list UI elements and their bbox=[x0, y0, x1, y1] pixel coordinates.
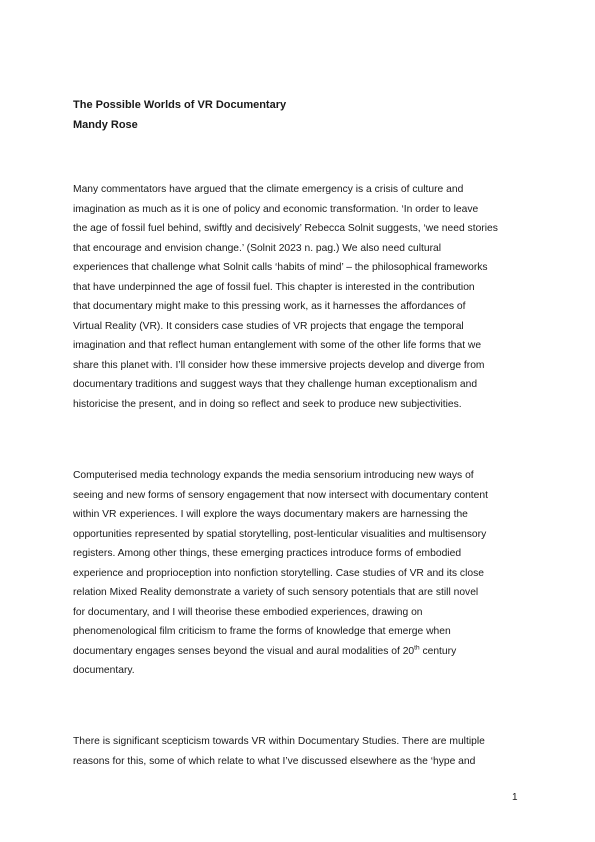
text-line: experiences that challenge what Solnit calls ‘habits of mind’ – the philosophical frameworks bbox=[73, 262, 488, 273]
text-line: phenomenological film criticism to frame the forms of knowledge that emerge when bbox=[73, 626, 451, 637]
document-title: The Possible Worlds of VR Documentary bbox=[73, 99, 287, 111]
text-fragment: century bbox=[419, 645, 457, 657]
text-line: There is significant scepticism towards VR within Documentary Studies. There are multiple bbox=[73, 736, 485, 747]
text-line bbox=[73, 642, 533, 662]
text-line: share this planet with. I’ll consider how these immersive projects develop and diverge from bbox=[73, 359, 485, 371]
text-line: registers. Among other things, these emerging practices introduce forms of embodied bbox=[73, 548, 462, 559]
text-line: historicise the present, and in doing so reflect and seek to produce new subjectivities. bbox=[73, 398, 462, 410]
text-line: opportunities represented by spatial storytelling, post-lenticular visualities and multisensory bbox=[73, 528, 487, 540]
text-line: seeing and new forms of sensory engagement that now intersect with documentary content bbox=[73, 489, 488, 501]
text-line: reasons for this, some of which relate to what I’ve discussed elsewhere as the ‘hype and bbox=[73, 755, 476, 767]
text-line: documentary traditions and suggest ways that they challenge human exceptionalism and bbox=[73, 379, 478, 390]
text-line: relation Mixed Reality demonstrate a variety of such sensory potentials that are still novel bbox=[73, 587, 479, 598]
text-line: imagination as much as it is one of policy and economic transformation. ‘In order to leave bbox=[73, 203, 479, 215]
page-number: 1 bbox=[512, 792, 518, 803]
text-line: within VR experiences. I will explore the ways documentary makers are harnessing the bbox=[73, 509, 468, 520]
text-line: the age of fossil fuel behind, swiftly and decisively’ Rebecca Solnit suggests, ‘we need stories bbox=[73, 223, 498, 234]
paragraph-1 bbox=[73, 180, 533, 414]
text-fragment: documentary engages senses beyond the visual and aural modalities of 20 bbox=[73, 645, 415, 657]
paragraph-3 bbox=[73, 732, 533, 771]
text-line: experience and proprioception into nonfiction storytelling. Case studies of VR and its close bbox=[73, 567, 484, 579]
paragraph-2 bbox=[73, 466, 533, 681]
superscript-ordinal: th bbox=[414, 644, 420, 652]
text-line: that encourage and envision change.’ (Solnit 2023 n. pag.) We also need cultural bbox=[73, 242, 442, 254]
text-line: imagination and that reflect human entanglement with some of the other life forms that we bbox=[73, 340, 482, 351]
text-line: for documentary, and I will theorise these embodied experiences, drawing on bbox=[73, 606, 423, 618]
text-line: Many commentators have argued that the climate emergency is a crisis of culture and bbox=[73, 184, 464, 195]
text-line: Computerised media technology expands the media sensorium introducing new ways of bbox=[73, 470, 474, 481]
author-name: Mandy Rose bbox=[73, 119, 138, 131]
text-line: that have underpinned the age of fossil fuel. This chapter is interested in the contribution bbox=[73, 281, 475, 293]
text-line: that documentary might make to this pressing work, as it harnesses the affordances of bbox=[73, 301, 466, 312]
text-line: Virtual Reality (VR). It considers case studies of VR projects that engage the temporal bbox=[73, 320, 464, 332]
text-line: documentary. bbox=[73, 665, 135, 676]
